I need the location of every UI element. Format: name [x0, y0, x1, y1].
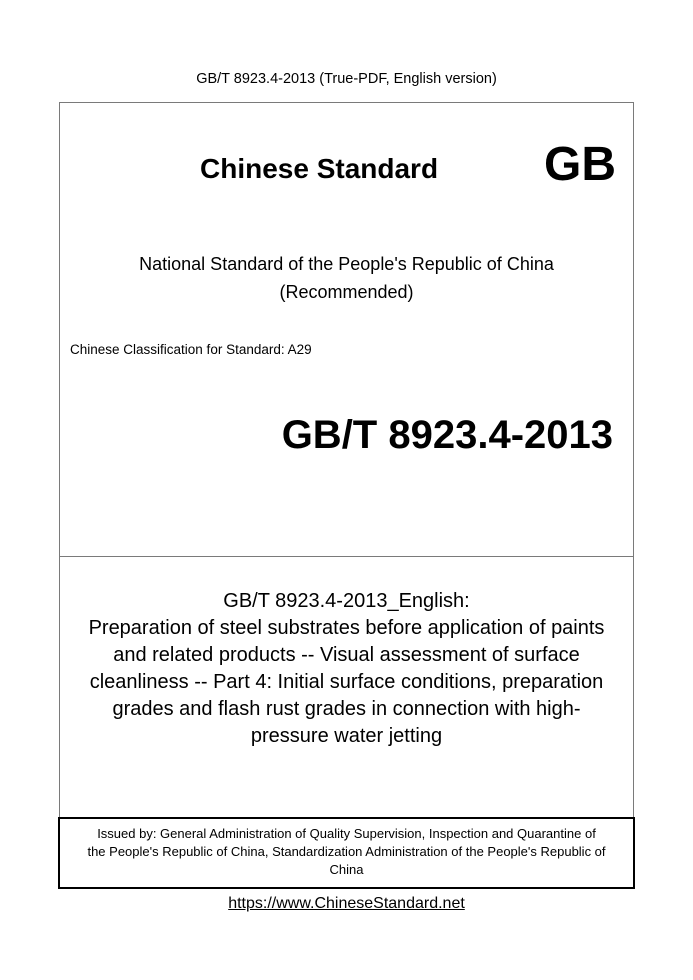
- issuer-line: Issued by: General Administration of Quality Supervision, Inspection and Quarantine of: [97, 826, 596, 841]
- national-standard-line: National Standard of the People's Republic of China: [139, 254, 554, 274]
- issuer-line: China: [329, 862, 364, 877]
- website-link[interactable]: https://www.ChineseStandard.net: [228, 895, 465, 912]
- title-line: grades and flash rust grades in connection with high-: [112, 698, 581, 720]
- classification-text: Chinese Classification for Standard: A29: [70, 342, 312, 357]
- title-line: Preparation of steel substrates before application of paints: [88, 617, 605, 639]
- title-line: GB/T 8923.4-2013_English:: [223, 590, 470, 612]
- standard-label: Chinese Standard: [200, 153, 439, 184]
- standard-number: GB/T 8923.4-2013: [281, 413, 613, 457]
- document-title: [59, 588, 634, 750]
- issuer-line: the People's Republic of China, Standardization Administration of the People's Republic of: [87, 844, 606, 859]
- national-standard-heading: [59, 250, 634, 306]
- title-line: cleanliness -- Part 4: Initial surface conditions, preparation: [89, 671, 604, 693]
- footer: [0, 894, 693, 914]
- issuer-text: [58, 825, 635, 879]
- title-line: and related products -- Visual assessment of surface: [113, 644, 580, 666]
- recommended-line: (Recommended): [279, 282, 414, 302]
- document-header: GB/T 8923.4-2013 (True-PDF, English version): [196, 71, 497, 87]
- title-line: pressure water jetting: [250, 725, 443, 747]
- gb-mark: GB: [544, 138, 616, 191]
